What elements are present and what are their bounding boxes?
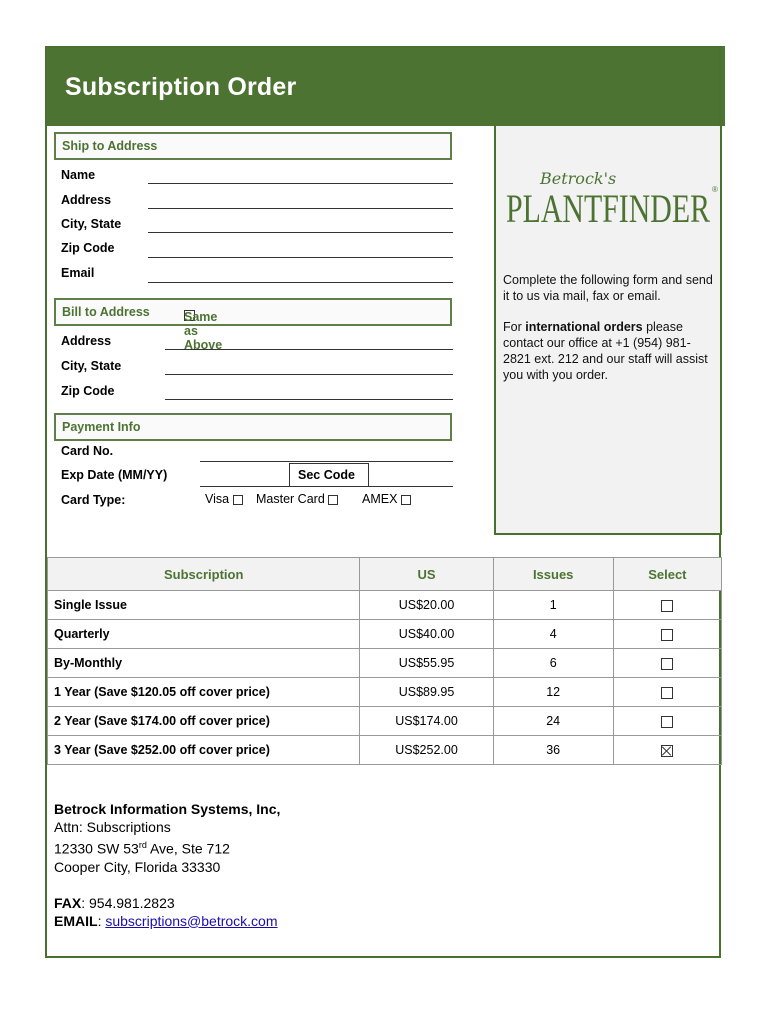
- row-description: Quarterly: [48, 620, 360, 649]
- bill-section-title: Bill to Address: [62, 305, 150, 319]
- street-line: [54, 836, 280, 858]
- amex-label: AMEX: [362, 492, 398, 506]
- ship-email-label: Email: [61, 266, 95, 280]
- card-no-label: Card No.: [61, 444, 114, 458]
- bill-city-field[interactable]: [165, 374, 453, 375]
- city-line: Cooper City, Florida 33330: [54, 858, 221, 875]
- row-select-checkbox[interactable]: [661, 658, 673, 670]
- row-select-checkbox[interactable]: [661, 716, 673, 728]
- street-rest: Ave, Ste 712: [146, 840, 230, 857]
- same-as-above-label: Same as Above: [184, 310, 223, 352]
- table-row: [48, 736, 722, 765]
- info-instructions: Complete the following form and send it to us via mail, fax or email.: [503, 273, 713, 303]
- exp-date-label: Exp Date (MM/YY): [61, 468, 168, 482]
- ship-address-field[interactable]: [148, 208, 453, 209]
- fax-line: [54, 894, 280, 912]
- card-no-field[interactable]: [200, 461, 453, 462]
- mastercard-checkbox[interactable]: [328, 495, 338, 505]
- col-header-subscription: Subscription: [48, 558, 360, 591]
- amex-option[interactable]: [362, 492, 411, 506]
- logo-plantfinder-text: PLANTFINDER: [506, 186, 711, 231]
- logo-betrocks-text: Betrock's: [540, 169, 617, 188]
- visa-label: Visa: [205, 492, 230, 506]
- table-row: [48, 649, 722, 678]
- card-type-label: Card Type:: [61, 493, 126, 507]
- bill-address-field[interactable]: [165, 349, 453, 350]
- amex-checkbox[interactable]: [401, 495, 411, 505]
- ship-city-field[interactable]: [148, 232, 453, 233]
- ship-address-label: Address: [61, 193, 112, 207]
- row-description: By-Monthly: [48, 649, 360, 678]
- email-label: EMAIL: [54, 912, 98, 929]
- logo-registered-mark: ®: [712, 185, 718, 194]
- ship-name-label: Name: [61, 168, 96, 182]
- col-header-issues: Issues: [493, 558, 613, 591]
- ship-city-label: City, State: [61, 217, 122, 231]
- row-select-cell[interactable]: [613, 620, 721, 649]
- row-price: US$40.00: [360, 620, 493, 649]
- street-number: 12330 SW 53: [54, 840, 139, 857]
- row-description: 1 Year (Save $120.05 off cover price): [48, 678, 360, 707]
- row-issues: 36: [493, 736, 613, 765]
- bill-address-label: Address: [61, 334, 112, 348]
- email-link[interactable]: subscriptions@betrock.com: [105, 912, 278, 929]
- row-price: US$20.00: [360, 591, 493, 620]
- fax-value: : 954.981.2823: [81, 894, 175, 911]
- bill-zip-field[interactable]: [165, 399, 453, 400]
- row-select-cell[interactable]: [613, 707, 721, 736]
- attn-line: Attn: Subscriptions: [54, 819, 171, 835]
- table-row: [48, 620, 722, 649]
- row-description: 3 Year (Save $252.00 off cover price): [48, 736, 360, 765]
- visa-option[interactable]: [205, 492, 243, 506]
- mastercard-label: Master Card: [256, 492, 325, 506]
- sec-code-field[interactable]: [369, 486, 453, 487]
- left-form-column: [45, 126, 495, 556]
- page-title: Subscription Order: [65, 73, 297, 101]
- col-header-us: US: [360, 558, 493, 591]
- ship-name-field[interactable]: [148, 183, 453, 184]
- row-select-checkbox[interactable]: [661, 629, 673, 641]
- row-select-cell[interactable]: [613, 678, 721, 707]
- intl-bold: international orders: [525, 320, 643, 334]
- row-issues: 12: [493, 678, 613, 707]
- row-select-cell[interactable]: [613, 591, 721, 620]
- row-issues: 24: [493, 707, 613, 736]
- intl-prefix: For: [503, 320, 526, 334]
- info-panel: [494, 126, 722, 535]
- ship-zip-label: Zip Code: [61, 241, 115, 255]
- row-select-cell[interactable]: [613, 649, 721, 678]
- row-select-checkbox[interactable]: [661, 745, 673, 757]
- ship-section-header: [54, 132, 452, 160]
- plantfinder-logo: [502, 162, 722, 232]
- row-price: US$89.95: [360, 678, 493, 707]
- bill-zip-label: Zip Code: [61, 384, 115, 398]
- email-separator: :: [97, 912, 106, 929]
- ship-section-title: Ship to Address: [62, 139, 158, 153]
- subscription-table: [47, 557, 722, 765]
- exp-date-field[interactable]: [200, 486, 290, 487]
- mastercard-option[interactable]: [256, 492, 338, 506]
- table-row: [48, 591, 722, 620]
- payment-section-header: [54, 413, 452, 441]
- row-price: US$174.00: [360, 707, 493, 736]
- sec-code-label: Sec Code: [298, 468, 355, 482]
- col-header-select: Select: [613, 558, 721, 591]
- row-issues: 4: [493, 620, 613, 649]
- mailing-address-block: [54, 800, 280, 930]
- ship-email-field[interactable]: [148, 282, 453, 283]
- row-description: 2 Year (Save $174.00 off cover price): [48, 707, 360, 736]
- info-international: [503, 319, 713, 383]
- row-description: Single Issue: [48, 591, 360, 620]
- row-issues: 1: [493, 591, 613, 620]
- company-name: Betrock Information Systems, Inc,: [54, 801, 281, 817]
- row-price: US$252.00: [360, 736, 493, 765]
- table-header-row: [48, 558, 722, 591]
- bill-city-label: City, State: [61, 359, 122, 373]
- table-row: [48, 678, 722, 707]
- row-price: US$55.95: [360, 649, 493, 678]
- intl-rest: please contact our office at +1 (954) 981-2821 ext. 212 and our staff will assist you with you order.: [503, 320, 708, 382]
- row-select-cell[interactable]: [613, 736, 721, 765]
- email-line: [54, 912, 280, 930]
- row-issues: 6: [493, 649, 613, 678]
- row-select-checkbox[interactable]: [661, 600, 673, 612]
- table-row: [48, 707, 722, 736]
- visa-checkbox[interactable]: [233, 495, 243, 505]
- bill-section-header: [54, 298, 452, 352]
- ship-zip-field[interactable]: [148, 257, 453, 258]
- street-suffix: rd: [138, 840, 147, 850]
- fax-label: FAX: [54, 894, 82, 911]
- sec-code-label-box: [289, 463, 369, 487]
- payment-section-title: Payment Info: [62, 420, 141, 434]
- row-select-checkbox[interactable]: [661, 687, 673, 699]
